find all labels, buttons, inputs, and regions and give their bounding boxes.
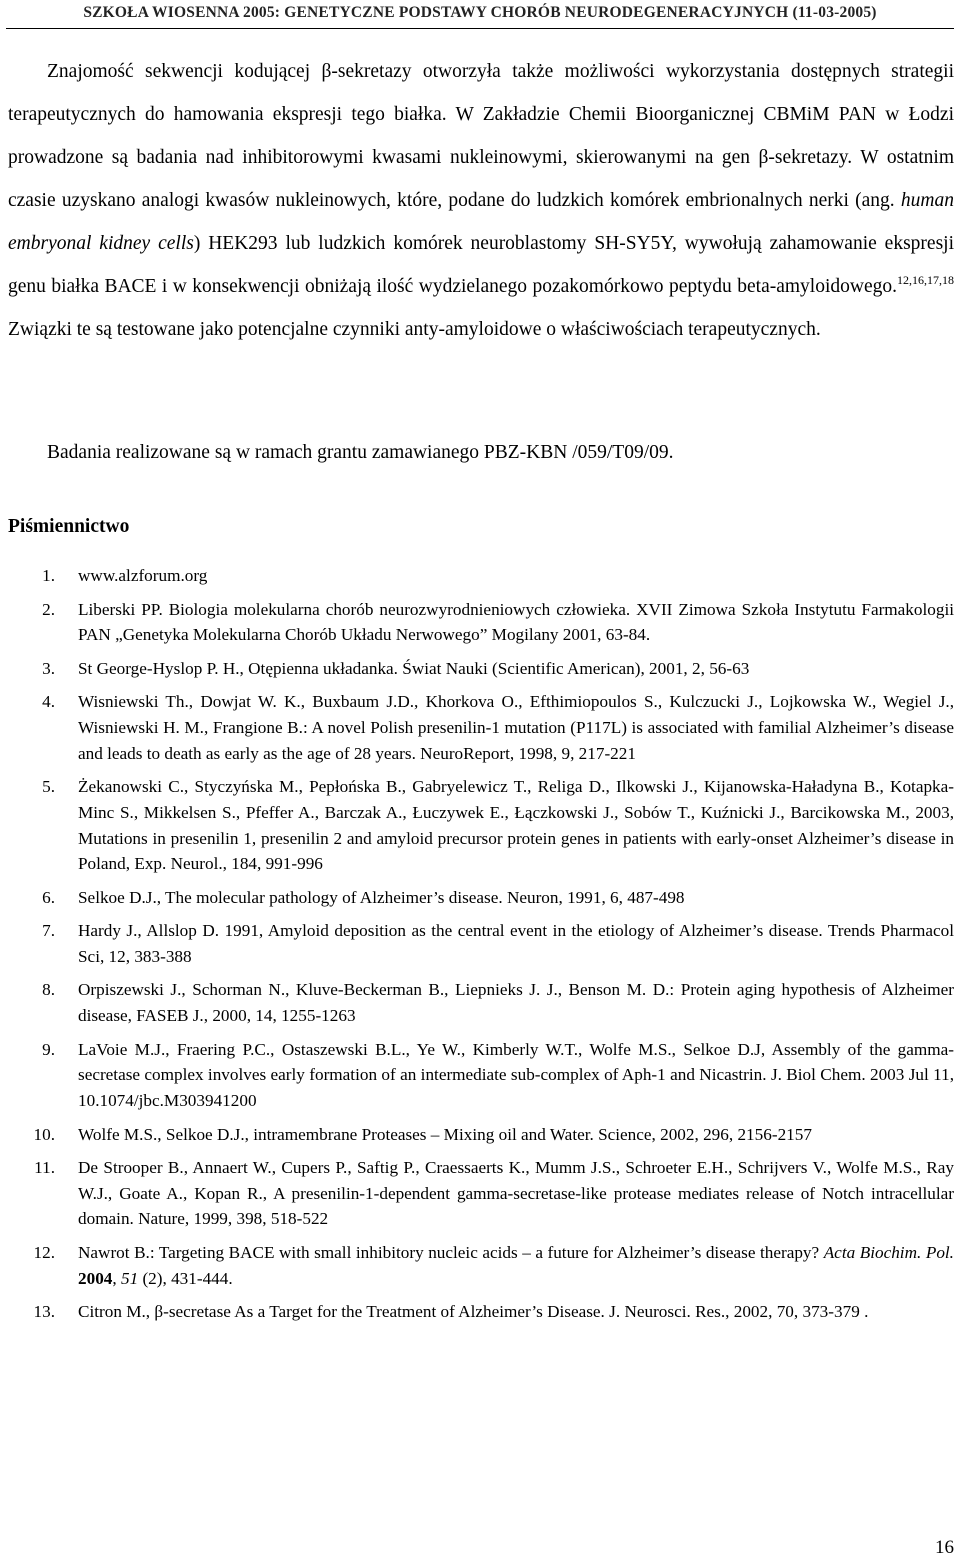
reference-text: Żekanowski C., Styczyńska M., Pepłońska B., Gabryelewicz T., Religa D., Ilkowski J., Kijanowska-Haładyna B., Kotapka-Minc S., Mikkelsen S., Pfeffer A., Barczak A., Łuczywek E., Łączkowski J., Sobów T., Kuźnicki J., Barcikowska M., 2003, Mutations in presenilin 1, presenilin 2 and amyloid precursor protein genes in patients with early-onset Alzheimer’s disease in Poland, Exp. Neurol., 184, 991-996 (78, 777, 954, 874)
reference-text: St George-Hyslop P. H., Otępienna układanka. Świat Nauki (Scientific American), 2001, 2, 56-63 (78, 658, 750, 678)
reference-item (8, 885, 954, 911)
reference-text: Selkoe D.J., The molecular pathology of Alzheimer’s disease. Neuron, 1991, 6, 487-498 (78, 887, 685, 907)
paragraph-italic-term: human embryonal kidney cells (8, 190, 954, 254)
reference-item (8, 1240, 954, 1291)
reference-12-text: Nawrot B.: Targeting BACE with small inhibitory nucleic acids – a future for Alzheimer’s disease therapy? (78, 1242, 824, 1262)
reference-number: 1. (42, 566, 55, 585)
paragraph-text-part1: Znajomość sekwencji kodującej β-sekretazy otworzyła także możliwości wykorzystania dostępnych strategii terapeutycznych do hamowania ekspresji tego białka. W Zakładzie Chemii Bioorganicznej CBMiM PAN w Łodzi prowadzone są badania nad inhibitorowymi kwasami nukleinowymi, skierowanymi na gen β-sekretazy. W ostatnim czasie uzyskano analogi kwasów nukleinowych, które, podane do ludzkich komórek embrionalnych nerki (ang. (8, 61, 954, 211)
reference-item (8, 1155, 954, 1232)
header-rule (6, 28, 954, 29)
reference-item (8, 689, 954, 766)
reference-item (8, 563, 954, 589)
reference-text: Nawrot B.: Targeting BACE with small inhibitory nucleic acids – a future for Alzheimer’s disease therapy? Acta Biochim. Pol. 2004, 51 (2), 431-444. (78, 1242, 954, 1288)
reference-item (8, 1299, 954, 1325)
reference-text: Orpiszewski J., Schorman N., Kluve-Beckerman B., Liepnieks J. J., Benson M. D.: Protein aging hypothesis of Alzheimer disease, FASEB J., 2000, 14, 1255-1263 (78, 980, 954, 1026)
reference-number: 5. (42, 777, 55, 797)
reference-number: 13. (33, 1302, 55, 1322)
reference-number: 10. (33, 1124, 55, 1144)
reference-number: 8. (42, 980, 55, 1000)
running-header: SZKOŁA WIOSENNA 2005: GENETYCZNE PODSTAWY CHORÓB NEURODEGENERACYJNYCH (11-03-2005) (83, 4, 877, 21)
reference-text: De Strooper B., Annaert W., Cupers P., Saftig P., Craessaerts K., Mumm J.S., Schroeter E.H., Schrijvers V., Wolfe M.S., Ray W.J., Goate A., Kopan R., A presenilin-1-dependent gamma-secretase-like protease mediates release of Notch intracellular domain. Nature, 1999, 398, 518-522 (78, 1158, 954, 1229)
reference-item (8, 918, 954, 969)
reference-number: 3. (42, 658, 55, 678)
reference-12-volume: 51 (120, 1268, 139, 1288)
reference-number: 12. (33, 1242, 55, 1262)
reference-text: Hardy J., Allslop D. 1991, Amyloid deposition as the central event in the etiology of Alzheimer’s disease. Trends Pharmacol Sci, 12, 383-388 (78, 921, 954, 966)
grant-paragraph: Badania realizowane są w ramach grantu zamawianego PBZ-KBN /059/T09/09. (47, 442, 674, 463)
citation-superscript: 12,16,17,18 (897, 273, 954, 287)
reference-number: 11. (34, 1158, 55, 1178)
reference-item (8, 1122, 954, 1148)
reference-number: 9. (42, 1039, 55, 1059)
reference-item (8, 656, 954, 682)
reference-number: 2. (42, 599, 55, 619)
references-heading: Piśmiennictwo (8, 516, 130, 537)
reference-12-journal: Acta Biochim. Pol. (823, 1242, 954, 1262)
body-paragraph (8, 50, 954, 351)
reference-text: Wolfe M.S., Selkoe D.J., intramembrane Proteases – Mixing oil and Water. Science, 2002, 296, 2156-2157 (78, 1124, 812, 1144)
reference-item (8, 597, 954, 648)
page-number: 16 (935, 1537, 954, 1558)
reference-number: 7. (42, 921, 55, 941)
reference-item (8, 774, 954, 877)
reference-text: www.alzforum.org (78, 566, 208, 585)
reference-text: LaVoie M.J., Fraering P.C., Ostaszewski B.L., Ye W., Kimberly W.T., Wolfe M.S., Selkoe D.J, Assembly of the gamma-secretase complex involves early formation of an intermediate sub-complex of Aph-1 and Nicastrin. J. Biol Chem. 2003 Jul 11, 10.1074/jbc.M303941200 (78, 1039, 954, 1111)
references-list (8, 563, 954, 1333)
reference-12-year: 2004 (78, 1268, 113, 1288)
reference-number: 4. (42, 692, 55, 712)
reference-text: Liberski PP. Biologia molekularna chorób neurozwyrodnieniowych człowieka. XVII Zimowa Szkoła Instytutu Farmakologii PAN „Genetyka Molekularna Chorób Układu Nerwowego” Mogilany 2001, 63-84. (78, 599, 954, 645)
reference-text: Wisniewski Th., Dowjat W. K., Buxbaum J.D., Khorkova O., Efthimiopoulos S., Kulczucki J., Lojkowska W., Wegiel J., Wisniewski H. M., Frangione B.: A novel Polish presenilin-1 mutation (P117L) is associated with familial Alzheimer’s disease and leads to death as early as the age of 28 years. NeuroReport, 1998, 9, 217-221 (78, 692, 954, 763)
reference-text: Citron M., β-secretase As a Target for the Treatment of Alzheimer’s Disease. J. Neurosci. Res., 2002, 70, 373-379 . (78, 1302, 869, 1322)
reference-number: 6. (42, 887, 55, 907)
reference-item (8, 977, 954, 1028)
paragraph-text-part3: Związki te są testowane jako potencjalne czynniki anty-amyloidowe o właściwościach terapeutycznych. (8, 319, 821, 340)
reference-item (8, 1037, 954, 1114)
paragraph-text-part2: ) HEK293 lub ludzkich komórek neuroblastomy SH-SY5Y, wywołują zahamowanie ekspresji genu białka BACE i w konsekwencji obniżają ilość wydzielanego pozakomórkowo peptydu beta-amyloidowego. (8, 233, 954, 297)
reference-12-pages: (2), 431-444. (138, 1268, 233, 1288)
